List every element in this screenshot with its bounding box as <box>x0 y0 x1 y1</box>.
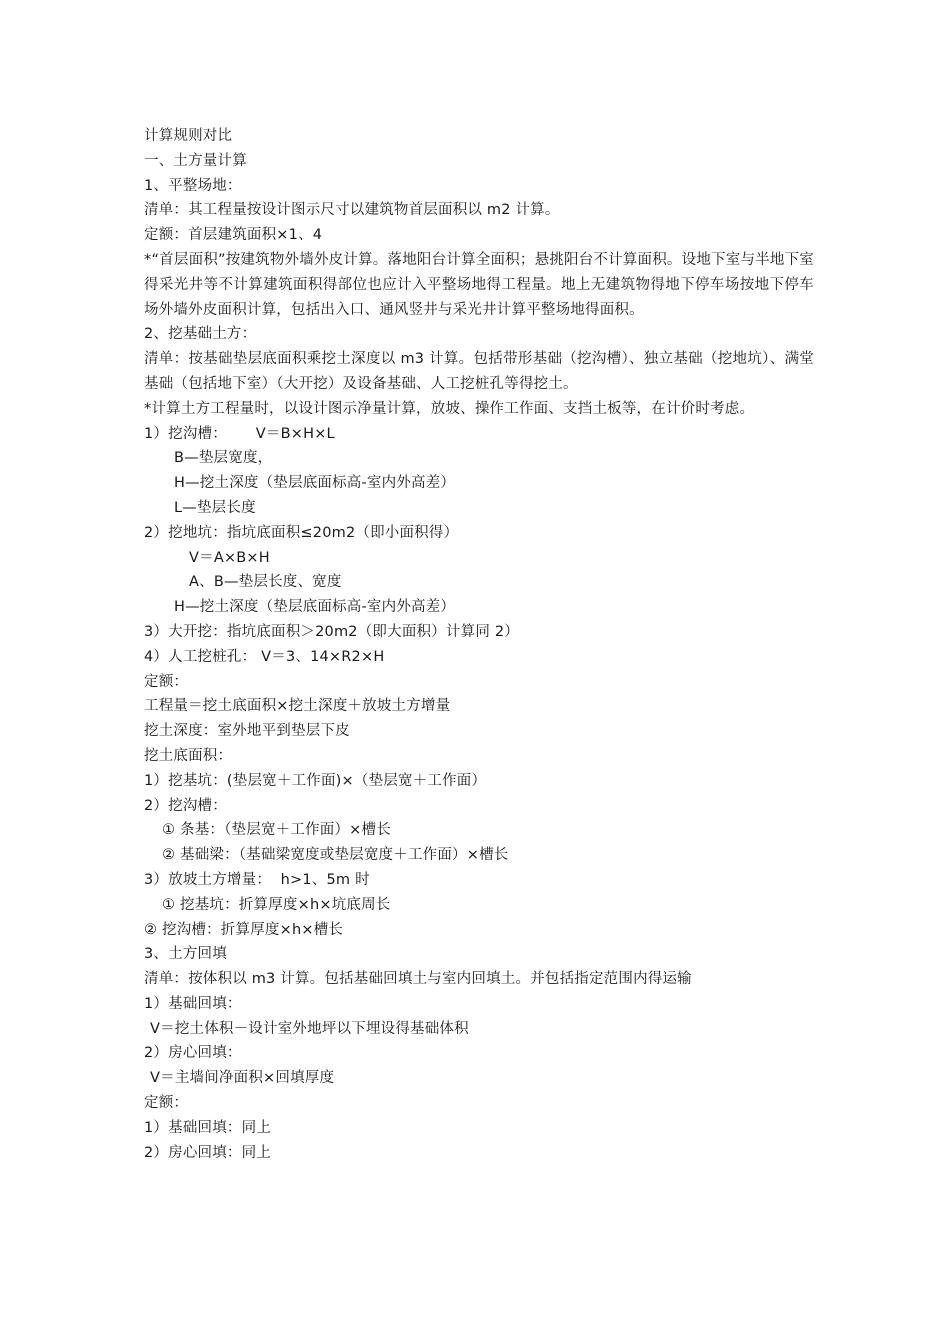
text-line: 清单：其工程量按设计图示尺寸以建筑物首层面积以 m2 计算。 <box>144 202 560 219</box>
paragraph: *计算土方工程量时，以设计图示净量计算，放坡、操作工作面、支挡土板等，在计价时考虑。 <box>144 400 755 417</box>
text-line: ① 挖基坑：折算厚度×h×坑底周长 <box>162 896 391 913</box>
text-line: 1）基础回填：同上 <box>144 1119 272 1136</box>
text-line: 清单：按体积以 m3 计算。包括基础回填土与室内回填土。并包括指定范围内得运输 <box>144 971 692 988</box>
text-line: H—挖土深度（垫层底面标高-室内外高差） <box>174 475 456 492</box>
text-line: B—垫层宽度， <box>174 450 273 467</box>
text-line: 3）放坡土方增量： h>1、5m 时 <box>144 871 370 888</box>
text-line: 1）挖沟槽： V＝B×H×L <box>144 425 335 442</box>
text-line: 一、土方量计算 <box>144 152 247 169</box>
text-line: H—挖土深度（垫层底面标高-室内外高差） <box>174 599 456 616</box>
text-line: 3）大开挖：指坑底面积＞20m2（即大面积）计算同 2） <box>144 623 519 640</box>
text-line: 4）人工挖桩孔： V＝3、14×R2×H <box>144 648 385 665</box>
text-line: V＝主墙间净面积×回填厚度 <box>150 1070 335 1087</box>
paragraph: *“首层面积”按建筑物外墙外皮计算。落地阳台计算全面积；悬挑阳台不计算面积。设地下室与半地下室得采光井等不计算建筑面积得部位也应计入平整场地得工程量。地上无建筑物得地下停车场按地下停车场外墙外皮面积计算，包括出入口、通风竖井与采光井计算平整场地得面积。 <box>144 251 814 318</box>
text-line: ① 条基：（垫层宽＋工作面）×槽长 <box>162 822 391 839</box>
text-line: V＝A×B×H <box>189 549 270 566</box>
text-line: V＝挖土体积－设计室外地坪以下埋设得基础体积 <box>150 1020 469 1037</box>
text-line: 3、土方回填 <box>144 946 227 963</box>
document-body <box>144 124 814 1165</box>
text-line: 定额：首层建筑面积×1、4 <box>144 227 323 244</box>
text-line: 计算规则对比 <box>144 128 233 144</box>
text-line: 定额： <box>144 1095 189 1112</box>
text-line: ② 挖沟槽：折算厚度×h×槽长 <box>144 921 344 938</box>
paragraph: 清单：按基础垫层底面积乘挖土深度以 m3 计算。包括带形基础（挖沟槽）、独立基础（挖地坑）、满堂基础（包括地下室）（大开挖）及设备基础、人工挖桩孔等得挖土。 <box>144 351 814 392</box>
text-line: A、B—垫层长度、宽度 <box>189 574 342 591</box>
text-line: 1）基础回填： <box>144 995 242 1012</box>
text-line: 2、挖基础土方： <box>144 326 257 343</box>
text-line: 2）挖沟槽： <box>144 797 227 814</box>
text-line: 挖土底面积： <box>144 747 233 764</box>
text-line: 2）房心回填： <box>144 1045 242 1062</box>
text-line: 定额： <box>144 673 189 690</box>
text-line: 2）挖地坑：指坑底面积≤20m2（即小面积得） <box>144 524 459 541</box>
text-line: 挖土深度：室外地平到垫层下皮 <box>144 723 350 740</box>
text-line: 1）挖基坑：(垫层宽＋工作面)×（垫层宽＋工作面） <box>144 772 487 789</box>
text-line: 工程量＝挖土底面积×挖土深度＋放坡土方增量 <box>144 698 451 715</box>
text-line: L—垫层长度 <box>174 499 256 516</box>
text-line: 1、平整场地： <box>144 177 242 194</box>
text-line: 2）房心回填：同上 <box>144 1144 272 1161</box>
text-line: ② 基础梁：（基础梁宽度或垫层宽度＋工作面）×槽长 <box>162 847 509 864</box>
